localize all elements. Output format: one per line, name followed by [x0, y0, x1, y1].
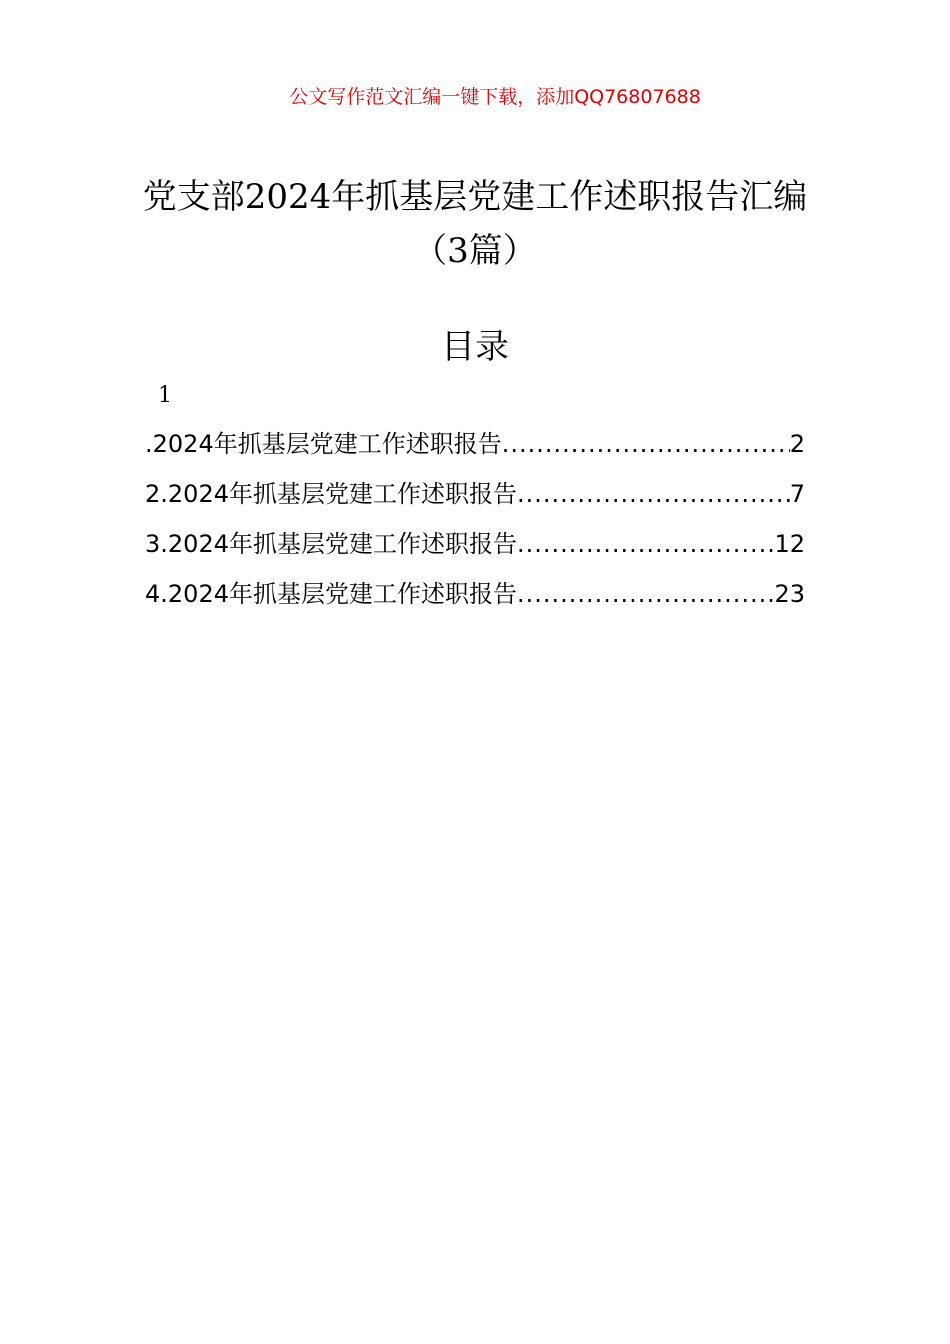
toc-entry-4[interactable]	[145, 576, 805, 626]
toc-stray-number: 1	[158, 383, 172, 408]
toc-entry-3[interactable]	[145, 526, 805, 576]
toc-leader-dots	[517, 526, 774, 562]
toc-leader-dots	[517, 476, 790, 512]
toc-entry-label: .2024年抓基层党建工作述职报告	[145, 430, 502, 458]
toc-entry-2[interactable]	[145, 476, 805, 526]
toc-entry-1[interactable]	[145, 426, 805, 476]
toc-entry-page: 12	[774, 530, 805, 558]
toc-entry-label: 2.2024年抓基层党建工作述职报告	[145, 480, 517, 508]
download-notice: 公文写作范文汇编一键下载，添加QQ76807688	[289, 86, 701, 108]
toc-heading: 目录	[441, 327, 509, 367]
toc-list	[145, 426, 805, 626]
toc-entry-page: 23	[774, 580, 805, 608]
toc-leader-dots	[517, 576, 774, 612]
document-title: 党支部2024年抓基层党建工作述职报告汇编（3篇）	[142, 177, 808, 271]
toc-entry-page: 7	[789, 480, 805, 508]
toc-entry-label: 3.2024年抓基层党建工作述职报告	[145, 530, 517, 558]
toc-entry-label: 4.2024年抓基层党建工作述职报告	[145, 580, 517, 608]
toc-entry-page: 2	[789, 430, 805, 458]
toc-leader-dots	[502, 426, 790, 462]
